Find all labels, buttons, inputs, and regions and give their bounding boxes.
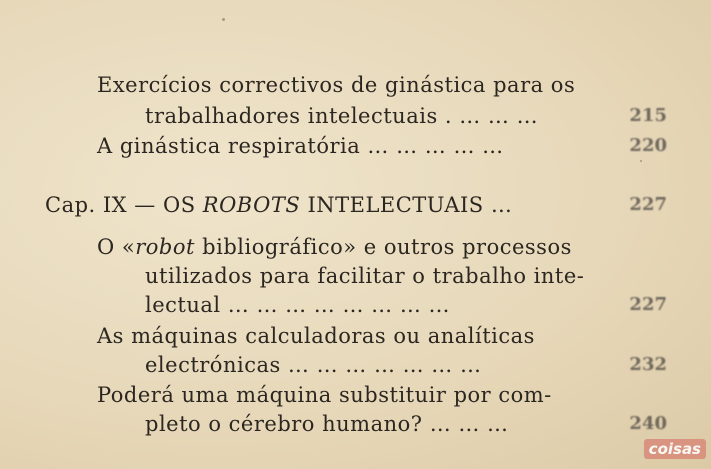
toc-entry-3-line-3: lectual … … … … … … … … — [145, 293, 451, 317]
toc-entry-4-line-2: electrónicas … … … … … … … — [145, 353, 482, 377]
toc-entry-3-line-2: utilizados para facilitar o trabalho inte- — [145, 264, 585, 288]
toc-entry-2-line-1: A ginástica respiratória … … … … … — [97, 134, 504, 158]
toc-entry-3-line-1 — [97, 234, 572, 260]
toc-entry-5-page: 240 — [629, 413, 667, 434]
chapter-number: Cap. IX — OS — [45, 193, 196, 217]
toc-entry-3-italic: robot — [135, 235, 195, 259]
toc-entry-5-line-1: Poderá uma máquina substituir por com- — [97, 383, 552, 407]
watermark-logo: coisas — [644, 439, 706, 459]
toc-entry-3-rest: bibliográfico» e outros processos — [202, 235, 572, 259]
toc-entry-5-line-2: pleto o cérebro humano? … … … — [145, 412, 509, 436]
chapter-heading — [45, 192, 512, 218]
toc-entry-4-line-1: As máquinas calculadoras ou analíticas — [97, 324, 535, 348]
chapter-title-italic: ROBOTS — [202, 193, 301, 217]
toc-entry-4-page: 232 — [629, 354, 667, 375]
toc-entry-1-line-2: trabalhadores intelectuais . … … … — [145, 104, 539, 128]
toc-entry-1-page: 215 — [629, 105, 667, 126]
toc-entry-3-open-quote: O « — [97, 235, 136, 259]
toc-entry-2-page: 220 — [629, 135, 667, 156]
toc-entry-1-line-1: Exercícios correctivos de ginástica para os — [97, 73, 576, 97]
chapter-page: 227 — [629, 194, 667, 215]
toc-entry-3-page: 227 — [629, 294, 667, 315]
chapter-title-rest: INTELECTUAIS … — [307, 193, 513, 217]
